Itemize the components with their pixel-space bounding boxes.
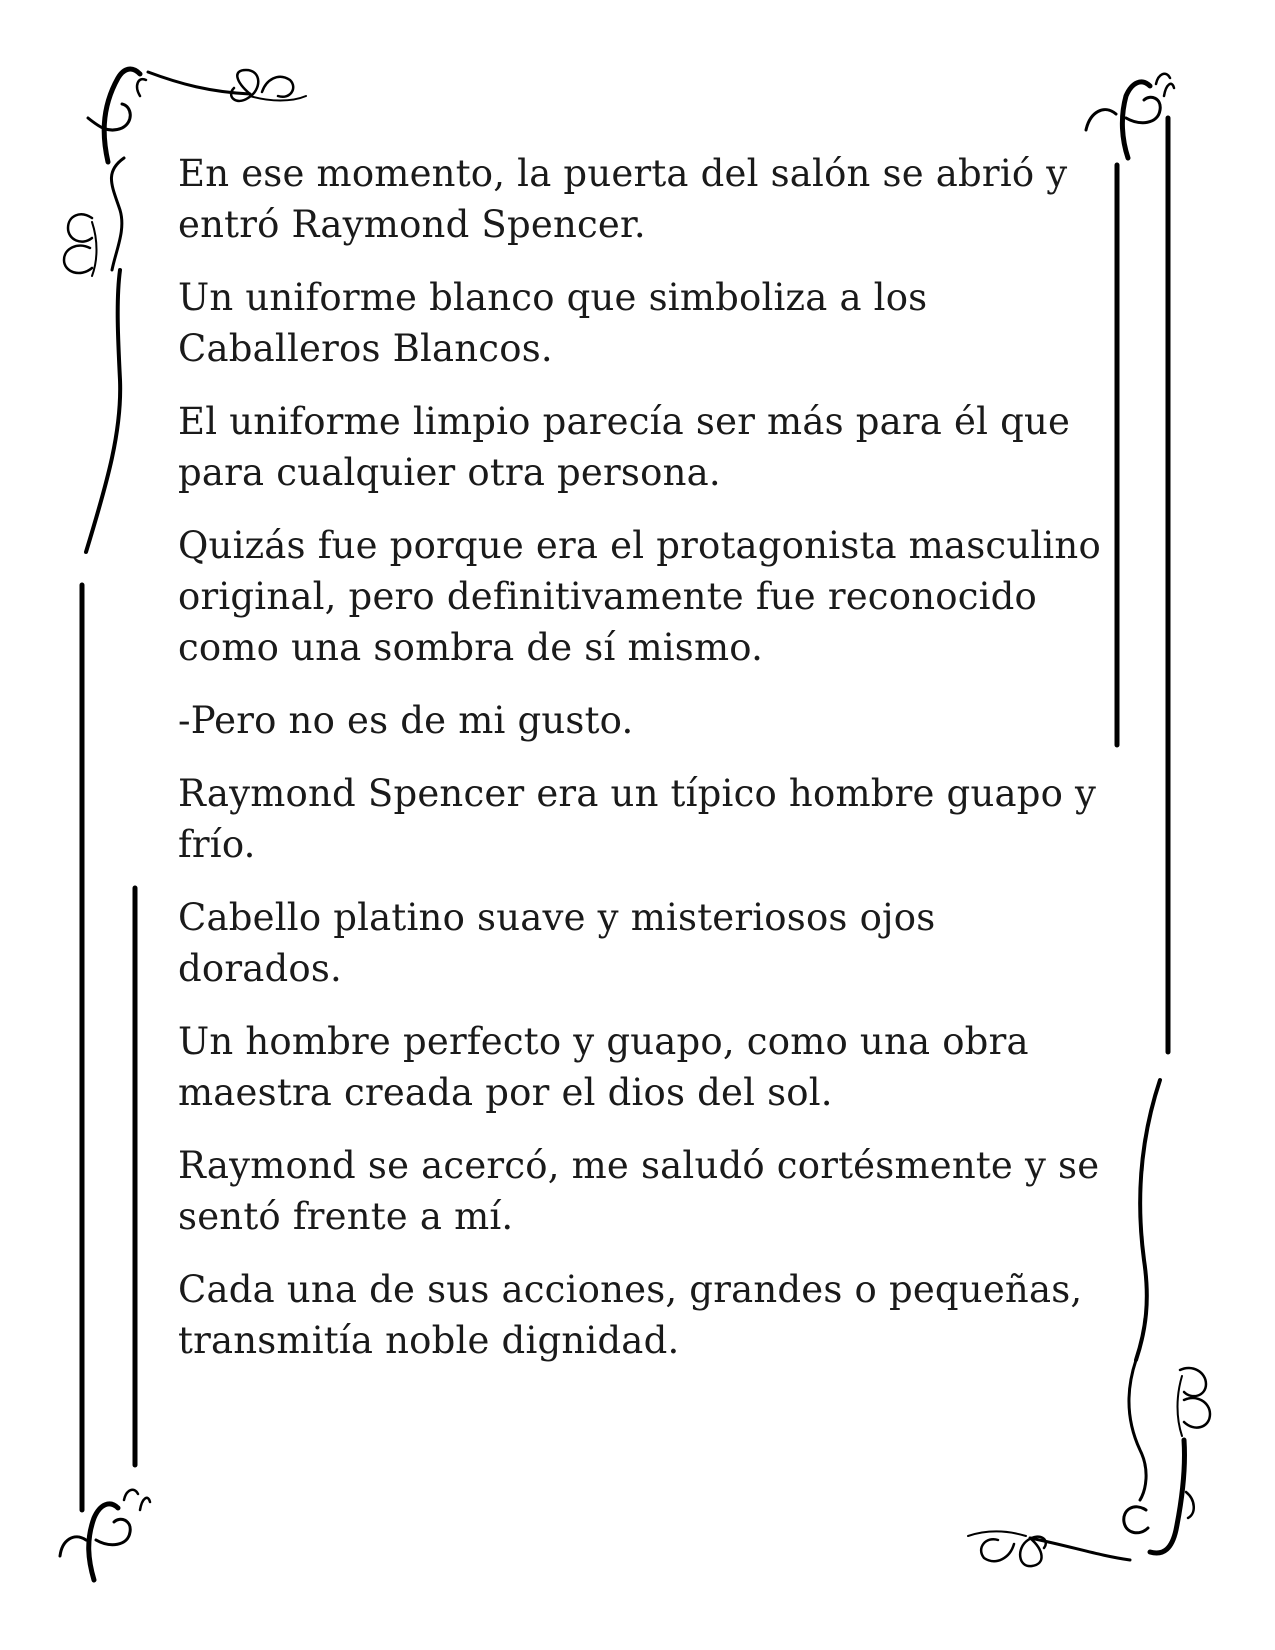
top-right-flourish-icon bbox=[1086, 74, 1174, 158]
paragraph: Cada una de sus acciones, grandes o pequeñas, transmitía noble dignidad. bbox=[178, 1268, 1083, 1362]
paragraph: Raymond Spencer era un típico hombre guapo y frío. bbox=[178, 772, 1097, 866]
paragraph: Un hombre perfecto y guapo, como una obra maestra creada por el dios del sol. bbox=[178, 1020, 1029, 1114]
paragraph: En ese momento, la puerta del salón se abrió y entró Raymond Spencer. bbox=[178, 152, 1068, 246]
paragraph: Quizás fue porque era el protagonista masculino original, pero definitivamente fue reconocido como una sombra de sí mismo. bbox=[178, 524, 1101, 669]
paragraph: -Pero no es de mi gusto. bbox=[178, 699, 634, 742]
paragraph: Raymond se acercó, me saludó cortésmente y se sentó frente a mí. bbox=[178, 1144, 1100, 1238]
paragraph: Cabello platino suave y misteriosos ojos dorados. bbox=[178, 896, 936, 990]
bottom-left-flourish-icon bbox=[60, 1490, 150, 1580]
paragraph: Un uniforme blanco que simboliza a los Caballeros Blancos. bbox=[178, 276, 928, 370]
page-body bbox=[178, 148, 1108, 1388]
paragraph: El uniforme limpio parecía ser más para él que para cualquier otra persona. bbox=[178, 400, 1071, 494]
